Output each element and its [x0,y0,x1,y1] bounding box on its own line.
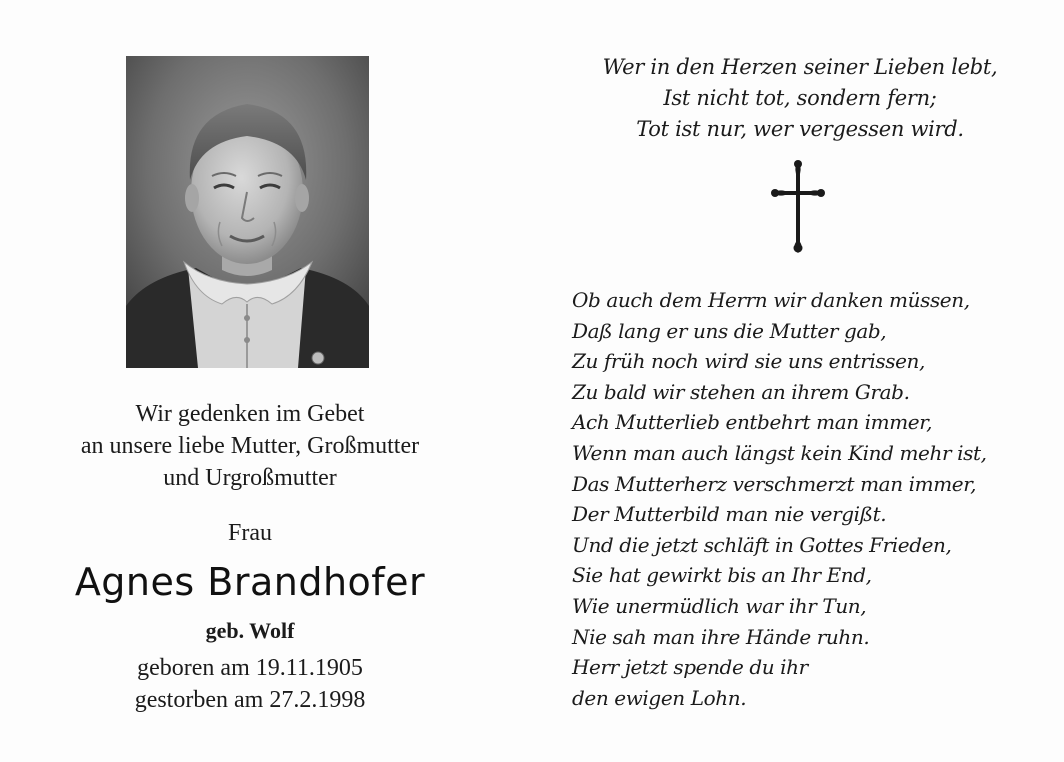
maiden-name: geb. Wolf [205,618,295,643]
poem-line-4: Zu bald wir stehen an ihrem Grab. [572,379,910,404]
motto-line-1: Wer in den Herzen seiner Lieben lebt, [602,55,998,79]
motto-verse [560,52,1040,145]
poem-line-2: Daß lang er uns die Mutter gab, [572,318,887,343]
salutation: Frau [228,520,272,546]
poem-line-13: Herr jetzt spende du ihr [572,655,808,680]
poem-line-8: Der Mutterbild man nie vergißt. [572,502,887,527]
motto-line-3: Tot ist nur, wer vergessen wird. [636,117,964,141]
poem-line-1: Ob auch dem Herrn wir danken müssen, [572,288,970,312]
poem-line-3: Zu früh noch wird sie uns entrissen, [572,349,925,374]
poem-line-14: den ewigen Lohn. [572,685,747,710]
poem-line-7: Das Mutterherz verschmerzt man immer, [572,471,977,496]
intro-line-2: an unsere liebe Mutter, Großmutter [80,433,420,459]
birth-date: geboren am 19.11.1905 [137,655,363,681]
intro-line-1: Wir gedenken im Gebet [135,401,365,427]
portrait-image [126,56,369,368]
poem-line-11: Wie unermüdlich war ihr Tun, [572,593,867,618]
intro-text [0,398,500,494]
poem-line-12: Nie sah man ihre Hände ruhn. [572,624,870,649]
poem-verse [572,285,1052,713]
deceased-name: Agnes Brandhofer [74,560,426,604]
portrait-photo [126,56,369,368]
poem-line-5: Ach Mutterlieb entbehrt man immer, [572,410,933,435]
death-date: gestorben am 27.2.1998 [134,687,366,713]
cross-icon [771,158,825,254]
poem-line-10: Sie hat gewirkt bis an Ihr End, [572,563,872,588]
motto-line-2: Ist nicht tot, sondern fern; [663,86,937,110]
poem-line-6: Wenn man auch längst kein Kind mehr ist, [572,440,987,465]
life-dates [0,652,500,716]
intro-line-3: und Urgroßmutter [163,465,337,491]
poem-line-9: Und die jetzt schläft in Gottes Frieden, [572,532,952,557]
